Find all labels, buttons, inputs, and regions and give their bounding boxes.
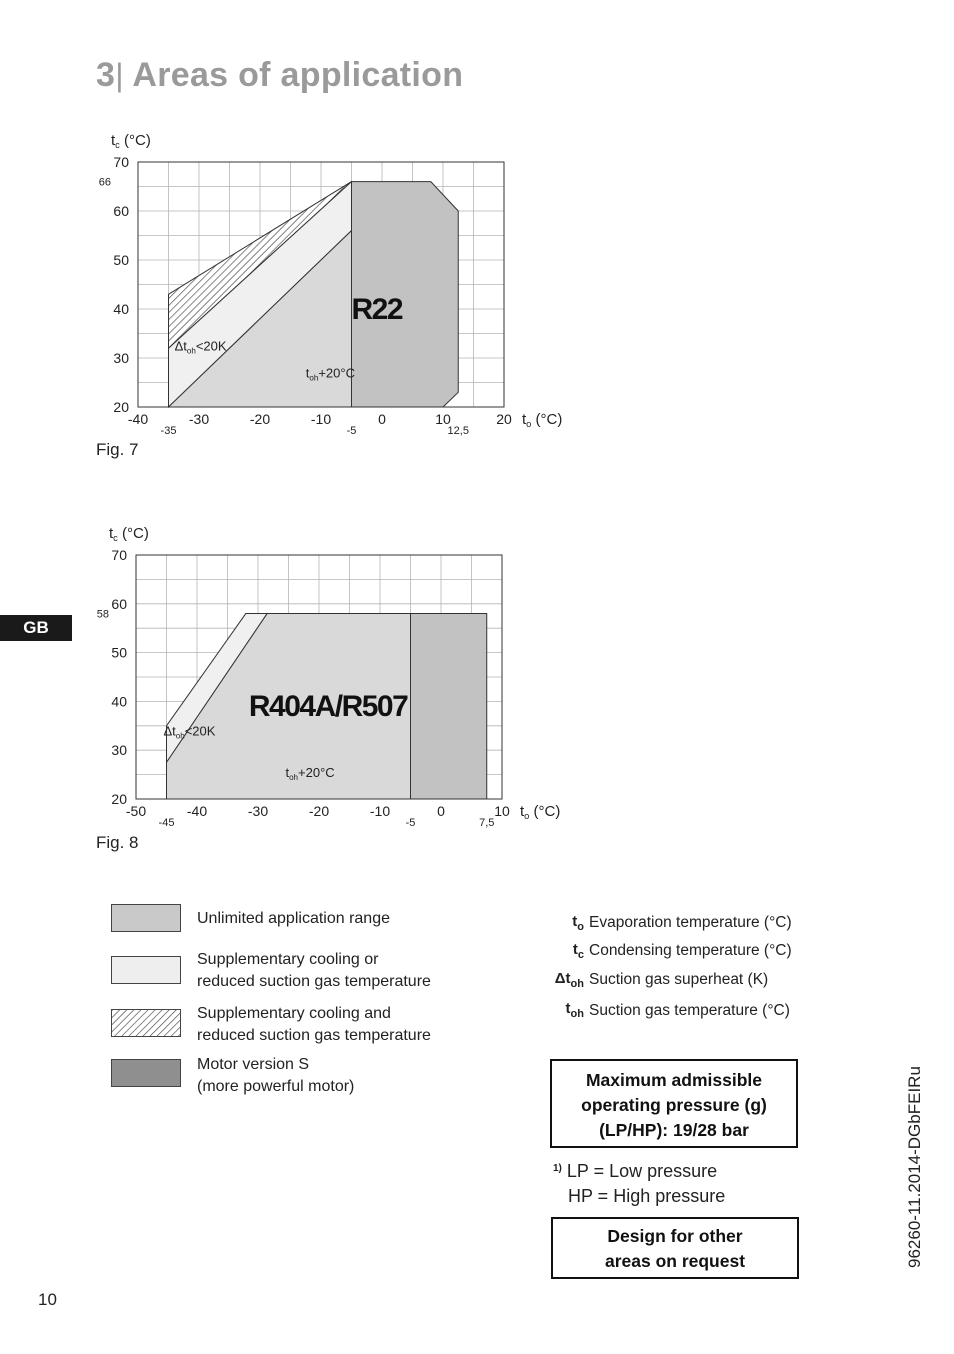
y-tick-label: 30 xyxy=(111,742,127,759)
x-extra-tick-label: 7,5 xyxy=(479,817,495,829)
x-tick-label: -20 xyxy=(249,411,271,427)
y-tick-label: 40 xyxy=(111,693,127,710)
legend-label-supplementary-or: Supplementary cooling or reduced suction gas temperature xyxy=(197,951,431,990)
symbol-to-desc: Evaporation temperature (°C) xyxy=(589,914,792,931)
footnote: $^{1)}$ LP = Low pressure HP = High pressure xyxy=(553,1161,726,1206)
x-tick-label: -30 xyxy=(188,411,210,427)
design-request-box: Design for other areas on request xyxy=(551,1217,799,1279)
language-tab: GB xyxy=(0,615,72,641)
region-2 xyxy=(411,614,487,799)
symbol-to: $t_o$ xyxy=(572,913,584,933)
document-code: 96260-11.2014-DGbFEIRu xyxy=(905,1066,924,1268)
symbol-tc: $t_c$ xyxy=(572,941,584,961)
y-extra-tick-label: 58 xyxy=(96,608,109,621)
legend-swatch-supplementary-and xyxy=(111,1009,181,1037)
pressure-info-box: Maximum admissible operating pressure (g) (LP/HP): 19/28 bar xyxy=(550,1059,798,1148)
legend-swatch-unlimited xyxy=(111,904,181,932)
x-tick-label: -10 xyxy=(369,803,391,819)
suction-temp-annotation: $t_{oh}+20^\circ C$ xyxy=(285,765,335,783)
x-extra-tick-label: -45 xyxy=(158,817,175,829)
x-tick-label: -40 xyxy=(186,803,208,819)
y-tick-label: 30 xyxy=(113,350,129,366)
y-tick-label: 70 xyxy=(111,547,127,563)
section-number: 3 xyxy=(96,56,116,94)
suction-temp-annotation: $t_{oh}+20^\circ C$ xyxy=(305,365,355,383)
chart-title: R22 xyxy=(351,292,403,326)
symbol-dtoh: $\Delta t_{oh}$ xyxy=(554,970,584,990)
y-tick-label: 40 xyxy=(113,301,129,317)
x-tick-label: 10 xyxy=(435,411,451,427)
symbol-toh-desc: Suction gas temperature (°C) xyxy=(589,1002,790,1019)
title-text: Areas of application xyxy=(132,56,464,94)
page-number: 10 xyxy=(38,1290,57,1309)
fig-8-label: Fig. 8 xyxy=(96,833,139,852)
legend-label-motor-s: Motor version S (more powerful motor) xyxy=(197,1056,355,1095)
x-extra-tick-label: -5 xyxy=(405,817,416,829)
y-tick-label: 60 xyxy=(111,595,127,612)
y-tick-label: 50 xyxy=(113,252,129,268)
legend-label-unlimited: Unlimited application range xyxy=(197,910,390,927)
legend-swatch-motor-s xyxy=(111,1059,181,1087)
symbol-toh: $t_{oh}$ xyxy=(565,1000,584,1020)
x-tick-label: -20 xyxy=(308,803,330,819)
legend-swatch-supplementary-or xyxy=(111,956,181,984)
legend-label-supplementary-and: Supplementary cooling and reduced suction gas temperature xyxy=(197,1005,431,1044)
x-extra-tick-label: -35 xyxy=(160,425,177,437)
x-axis-label: $t_o$ (°C) xyxy=(522,411,563,429)
x-tick-label: 10 xyxy=(494,803,510,819)
x-tick-label: -10 xyxy=(310,411,332,427)
y-extra-tick-label: 66 xyxy=(98,176,111,189)
chart-r404a-r507 xyxy=(97,525,561,829)
y-axis-label: $t_c$ (°C) xyxy=(111,132,151,150)
y-tick-label: 50 xyxy=(111,644,127,661)
y-tick-label: 70 xyxy=(113,154,129,170)
y-tick-label: 20 xyxy=(113,399,129,415)
x-axis-label: $t_o$ (°C) xyxy=(520,803,561,821)
x-extra-tick-label: -5 xyxy=(346,425,357,437)
superheat-annotation: $\Delta t_{oh}<20K$ xyxy=(163,723,216,741)
x-tick-label: -30 xyxy=(247,803,269,819)
x-tick-label: 0 xyxy=(378,411,386,427)
symbol-dtoh-desc: Suction gas superheat (K) xyxy=(589,971,769,988)
y-tick-label: 60 xyxy=(113,203,129,219)
title-separator: | xyxy=(115,57,124,93)
x-tick-label: 20 xyxy=(496,411,512,427)
x-extra-tick-label: 12,5 xyxy=(447,425,469,437)
x-tick-label: -50 xyxy=(125,803,147,819)
superheat-annotation: $\Delta t_{oh}<20K$ xyxy=(174,338,227,356)
fig-7-label: Fig. 7 xyxy=(96,440,139,459)
symbol-tc-desc: Condensing temperature (°C) xyxy=(589,942,792,959)
y-axis-label: $t_c$ (°C) xyxy=(109,525,149,543)
x-tick-label: -40 xyxy=(127,411,149,427)
y-tick-label: 20 xyxy=(111,791,127,807)
x-tick-label: 0 xyxy=(437,803,445,819)
chart-r22 xyxy=(99,132,563,437)
chart-title: R404A/R507 xyxy=(248,690,408,724)
